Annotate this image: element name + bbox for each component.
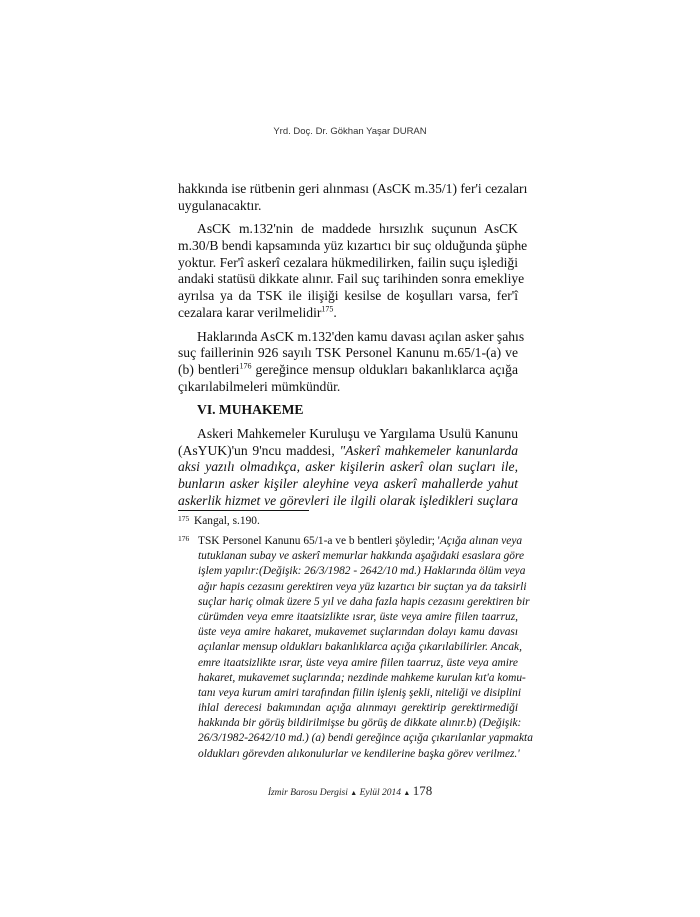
body-text [178, 181, 528, 509]
page-number: 178 [412, 783, 433, 798]
text-line: ayrılsa ya da TSK ile ilişiği kesilse de koşulları varsa, fer'î [178, 288, 518, 304]
issue-date: Eylül 2014 [359, 788, 401, 798]
text-line: suç faillerinin 926 sayılı TSK Personel Kanunu m.65/1-(a) ve [178, 345, 518, 361]
footnote-176: 176 TSK Personel Kanunu 65/1-a ve b bentleri şöyledir; 'Açığa alınan veya tutuklanan subay ve askerî memurlar hakkında aşağıdaki esaslara göre işlem yapılır:(Değişik: 26/3/1982 - 2642/10 md.) Haklarında ölüm veya ağır hapis cezasını gerektiren veya yüz kızartıcı bir suçtan ya da taksirli suçlar hariç olmak üzere 5 yıl ve daha fazla hapis cezasını gerektiren bir cürümden veya emre itaatsizlikte ısrar, üste veya amire fiilen taarruz, üste veya amire hakaret, mukavemet suçlarından dolayı kamu davası açılanlar mensup oldukları bakanlıklarca açığa çıkarılabilirler. Ancak, emre itaatsizlikte ısrar, üste veya amire fiilen taarruz, üste veya amire hakaret, mukavemet suçlarında; nezdinde mahkeme kurulan kıt'a komu- tanı veya kurum amiri tarafından fiilin işleniş şekli, niteliği ve disiplini ihlal derecesi bakımından açığa alınmayı gerektirip gerektirmediği hakkında bir görüş bildirilmişse bu görüş de dikkate alınır.b) (Değişik: 26/3/1982-2642/10 md.) (a) bendi gereğince açığa çıkarılanlar yapmakta oldukları görevden alıkonulurlar ve kendilerine başka görev verilmez.' [178, 534, 518, 762]
text-line: AsCK m.132'nin de maddede hırsızlık suçunun AsCK [197, 221, 518, 237]
text-line: (AsYUK)'un 9'ncu maddesi, "Askerî mahkemeler kanunlarda [178, 442, 518, 458]
text-line: TSK Personel Kanunu 65/1-a ve b bentleri şöyledir; 'Açığa alınan veya [198, 535, 523, 547]
text-line: ihlal derecesi bakımından açığa alınmayı gerektirip gerektirmediği [198, 702, 518, 715]
separator-icon: ▲ [403, 789, 411, 797]
footnote-separator [178, 510, 309, 511]
text-line: oldukları görevden alıkonulurlar ve kendilerine başka görev verilmez.' [198, 747, 520, 760]
text-line: askerlik hizmet ve görevleri ile ilgili olarak işledikleri suçlara [178, 492, 518, 508]
text-line: m.30/B bendi kapsamında yüz kızartıcı bir suç olduğunda şüphe [178, 238, 528, 254]
text-line: yoktur. Fer'î askerî cezalara hükmedilirken, failin suçu işlediği [178, 254, 518, 270]
text-line: çıkarılabilmeleri mümkündür. [178, 378, 341, 394]
separator-icon: ▲ [350, 789, 358, 797]
page-footer [0, 783, 700, 799]
text-line: hakkında ise rütbenin geri alınması (AsCK m.35/1) fer'i cezaları [178, 181, 528, 196]
paragraph [178, 328, 525, 396]
text-line: andaki statüsü dikkate alınır. Fail suç tarihinden sonra emekliye [178, 271, 525, 287]
text-line: ağır hapis cezasını gerektiren veya yüz kızartıcı bir suçtan ya da taksirli [198, 580, 527, 593]
paragraph [178, 221, 528, 321]
text-line: işlem yapılır:(Değişik: 26/3/1982 - 2642/10 md.) Haklarında ölüm veya [198, 565, 526, 578]
text-line: hakkında bir görüş bildirilmişse bu görüş de dikkate alınır.b) (Değişik: [198, 717, 522, 730]
text-line: açılanlar mensup oldukları bakanlıklarca açığa çıkarılabilirler. Ancak, [198, 641, 522, 654]
text-line: uygulanacaktır. [178, 197, 262, 213]
running-header: Yrd. Doç. Dr. Gökhan Yaşar DURAN [273, 126, 427, 137]
text-line: bunların asker kişiler aleyhine veya askerî mahallerde yahut [178, 476, 518, 491]
paragraph [178, 426, 518, 509]
footnote-ref[interactable]: 175 [321, 304, 334, 314]
text-line: aksi yazılı olmadıkça, asker kişilerin askerî olan suçları ile, [178, 459, 518, 475]
text-line: tutuklanan subay ve askerî memurlar hakkında aşağıdaki esaslara göre [198, 550, 525, 563]
text-line: suçlar hariç olmak üzere 5 yıl ve daha fazla hapis cezasını gerektiren bir [198, 595, 530, 608]
journal-name: İzmir Barosu Dergisi [267, 788, 348, 798]
text-line: tanı veya kurum amiri tarafından fiilin işleniş şekli, niteliği ve disiplini [198, 686, 522, 699]
text-line: cürümden veya emre itaatsizlikte ısrar, üste veya amire fiilen taarruz, [198, 610, 518, 623]
paragraph [178, 181, 528, 214]
text-line: (b) bentleri$^{176}$ gereğince mensup oldukları bakanlıklarca açığa [178, 361, 518, 377]
section-heading: VI. MUHAKEME [197, 402, 304, 418]
footnote-175: 175 Kangal, s.190. [178, 514, 260, 527]
text-line: Askeri Mahkemeler Kuruluşu ve Yargılama Usulü Kanunu [197, 425, 518, 441]
text-line: Haklarında AsCK m.132'den kamu davası açılan asker şahıs [197, 328, 525, 344]
text-line: emre itaatsizlikte ısrar, üste veya amire fiilen taarruz, üste veya amire [198, 656, 518, 669]
text-line: üste veya amire hakaret, mukavemet suçlarından dolayı kamu davası [198, 626, 518, 639]
footnote-ref[interactable]: 176 [239, 361, 252, 371]
text-line: hakaret, mukavemet suçlarında; nezdinde mahkeme kurulan kıt'a komu- [198, 671, 526, 684]
text-line: cezalara karar verilmelidir$^{175}$. [178, 304, 337, 320]
text-line: 26/3/1982-2642/10 md.) (a) bendi gereğince açığa çıkarılanlar yapmakta [198, 732, 533, 745]
